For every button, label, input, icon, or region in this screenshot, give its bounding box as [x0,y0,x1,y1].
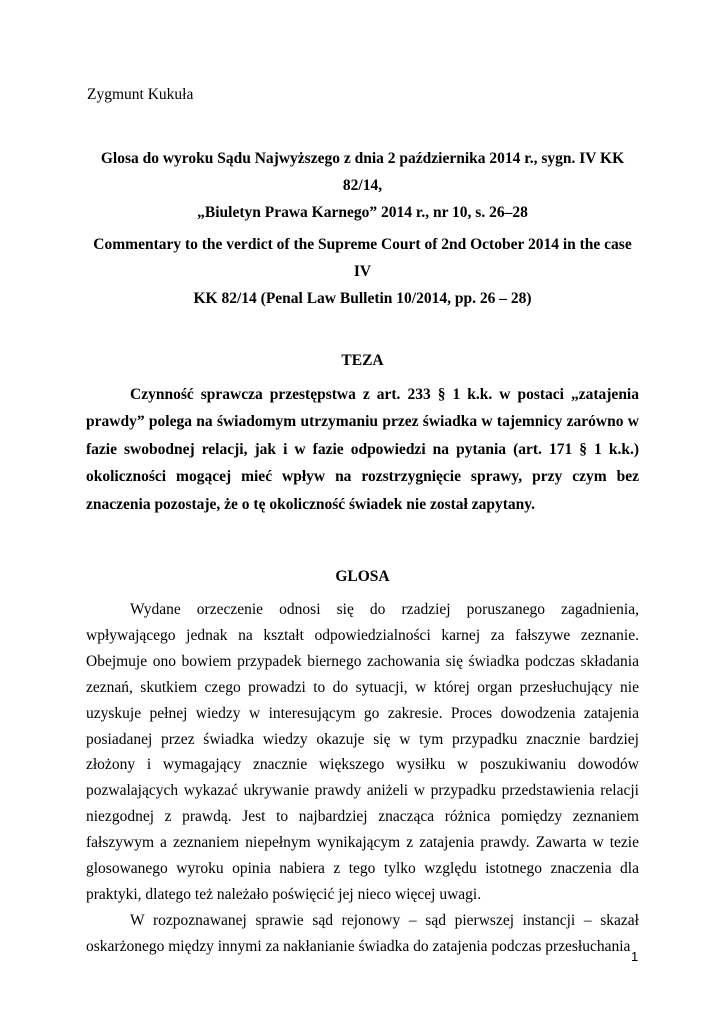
gloss-heading: GLOSA [335,568,390,585]
title-english-line-1: Commentary to the verdict of the Supreme Court of 2nd October 2014 in the case IV [93,236,632,280]
title-english-line-2: KK 82/14 (Penal Law Bulletin 10/2014, pp. 26 – 28) [193,290,532,307]
title-polish-line-1: Glosa do wyroku Sądu Najwyższego z dnia 2 października 2014 r., sygn. IV KK 82/14, [100,150,625,194]
title-english [86,231,639,312]
title-polish-line-2: „Biuletyn Prawa Karnego” 2014 r., nr 10, s. 26–28 [197,204,528,221]
author-name: Zygmunt Kukuła [87,86,194,103]
gloss-body [86,597,639,960]
page-number: 1 [631,949,639,964]
title-polish [86,145,639,226]
thesis-text: Czynność sprawcza przestępstwa z art. 233 § 1 k.k. w postaci „zatajenia prawdy” polega na świadomym utrzymaniu przez świadka w tajemnicy zarówno w fazie swobodnej relacji, jak i w fazie odpowiedzi na pytania (art. 171 § 1 k.k.) okoliczności mogącej mieć wpływ na rozstrzygnięcie sprawy, przy czym bez znaczenia pozostaje, że o tę okoliczność świadek nie został zapytany. [86,386,639,513]
thesis-heading: TEZA [341,352,384,369]
gloss-paragraph-1: Wydane orzeczenie odnosi się do rzadziej poruszanego zagadnienia, wpływającego jednak na kształt odpowiedzialności karnej za fałszywe zeznanie. Obejmuje ono bowiem przypadek biernego zachowania się świadka podczas składania zeznań, skutkiem czego prowadzi to do sytuacji, w której organ przesłuchujący nie uzyskuje pełnej wiedzy w interesującym go zakresie. Proces dowodzenia zatajenia posiadanej przez świadka wiedzy okazuje się w tym przypadku znacznie bardziej złożony i wymagający znacznie większego wysiłku w poszukiwaniu dowodów pozwalających wykazać ukrywanie prawdy aniżeli w przypadku przedstawienia relacji niezgodnej z prawdą. Jest to najbardziej znacząca różnica pomiędzy zeznaniem fałszywym a zeznaniem niepełnym wynikającym z zatajenia prawdy. Zawarta w tezie glosowanego wyroku opinia nabiera z tego tylko względu istotnego znaczenia dla praktyki, dlatego też należało poświęcić jej nieco więcej uwagi. [86,601,639,903]
gloss-paragraph-2: W rozpoznawanej sprawie sąd rejonowy – sąd pierwszej instancji – skazał oskarżonego między innymi za nakłanianie świadka do zatajenia podczas przesłuchania [86,911,639,955]
